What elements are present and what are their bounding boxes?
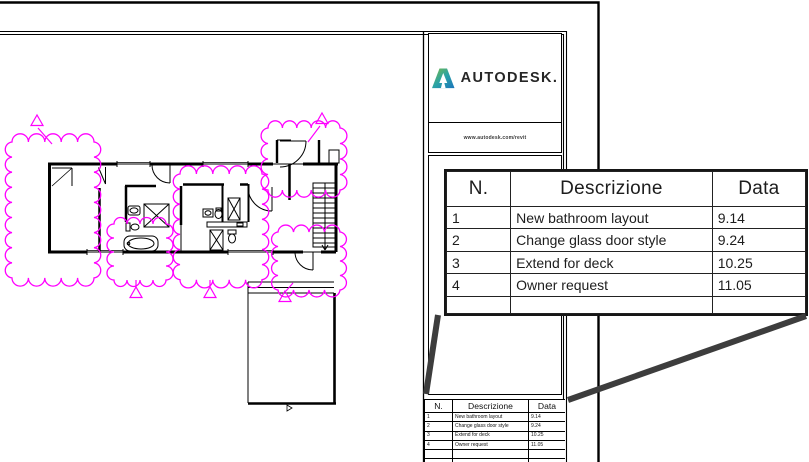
empty-cell [511, 296, 713, 313]
revision-cell-date: 11.05 [529, 440, 566, 449]
revision-cell-n: 1 [425, 413, 453, 422]
deck [248, 282, 336, 411]
revision-row [425, 431, 566, 440]
revision-cell-desc: New bathroom layout [511, 207, 713, 229]
revision-tag-icon [130, 287, 142, 298]
revision-tag-icon [204, 287, 216, 298]
revision-table-small [424, 399, 565, 462]
titleblock-url-strip [429, 123, 561, 152]
empty-cell [529, 450, 566, 459]
revision-table-large [446, 171, 806, 314]
col-header-date: Data [712, 172, 805, 207]
floor-plan [48, 140, 339, 411]
revision-cell-date: 9.14 [712, 207, 805, 229]
col-header-date: Data [529, 400, 566, 413]
bathroom2-fixtures [203, 198, 247, 250]
tag-leader-line [308, 126, 320, 142]
revision-row [447, 207, 806, 229]
revision-cell-date: 11.05 [712, 274, 805, 296]
revision-cell-desc: Change glass door style [511, 229, 713, 251]
revision-row [447, 274, 806, 296]
revision-cloud [261, 121, 347, 197]
revision-cell-n: 3 [447, 251, 511, 273]
wall-bottom [48, 249, 336, 255]
chimney [329, 150, 339, 163]
revision-cell-n: 3 [425, 431, 453, 440]
revision-cell-n: 4 [447, 274, 511, 296]
autodesk-logo [429, 34, 561, 123]
revision-row [447, 229, 806, 251]
revision-cell-n: 2 [447, 229, 511, 251]
table-header-row [425, 400, 566, 413]
wall-top [48, 161, 338, 167]
toilet [228, 230, 236, 234]
revision-cell-desc: Extend for deck [453, 431, 529, 440]
col-header-desc: Descrizione [511, 172, 713, 207]
revision-cell-n: 4 [425, 440, 453, 449]
revision-cell-date: 10.25 [712, 251, 805, 273]
empty-cell [453, 450, 529, 459]
brand-wordmark: AUTODESK. [460, 70, 559, 86]
revision-cell-date: 9.24 [712, 229, 805, 251]
website-text: www.autodesk.com/revit [463, 134, 527, 141]
empty-cell [425, 450, 453, 459]
bathroom1-fixtures [124, 204, 169, 251]
empty-row [447, 296, 806, 313]
autodesk-logo-icon [432, 68, 455, 89]
revision-table-callout [444, 169, 808, 316]
revision-cell-desc: Extend for deck [511, 251, 713, 273]
revision-cell-desc: New bathroom layout [453, 413, 529, 422]
titleblock-logo-box [428, 33, 562, 153]
revision-cell-desc: Owner request [511, 274, 713, 296]
toilet [126, 223, 130, 231]
deck-marker-glyph [287, 405, 292, 411]
empty-row [425, 450, 566, 459]
revision-tag-icon [31, 115, 43, 126]
door-swing-arc [280, 141, 306, 167]
revision-row [425, 413, 566, 422]
revision-cell-date: 10.25 [529, 431, 566, 440]
revision-cell-date: 9.24 [529, 422, 566, 431]
revision-cell-desc: Change glass door style [453, 422, 529, 431]
revision-cell-desc: Owner request [453, 440, 529, 449]
revision-row [425, 440, 566, 449]
revision-cloud [5, 134, 100, 286]
table-header-row [447, 172, 806, 207]
col-header-n: N. [447, 172, 511, 207]
empty-cell [712, 296, 805, 313]
col-header-n: N. [425, 400, 453, 413]
revision-clouds [5, 121, 347, 297]
revision-cell-n: 2 [425, 422, 453, 431]
revision-cell-date: 9.14 [529, 413, 566, 422]
revision-row [425, 422, 566, 431]
col-header-desc: Descrizione [453, 400, 529, 413]
revision-cell-n: 1 [447, 207, 511, 229]
revision-row [447, 251, 806, 273]
left-wall-window [52, 168, 72, 186]
empty-cell [447, 296, 511, 313]
